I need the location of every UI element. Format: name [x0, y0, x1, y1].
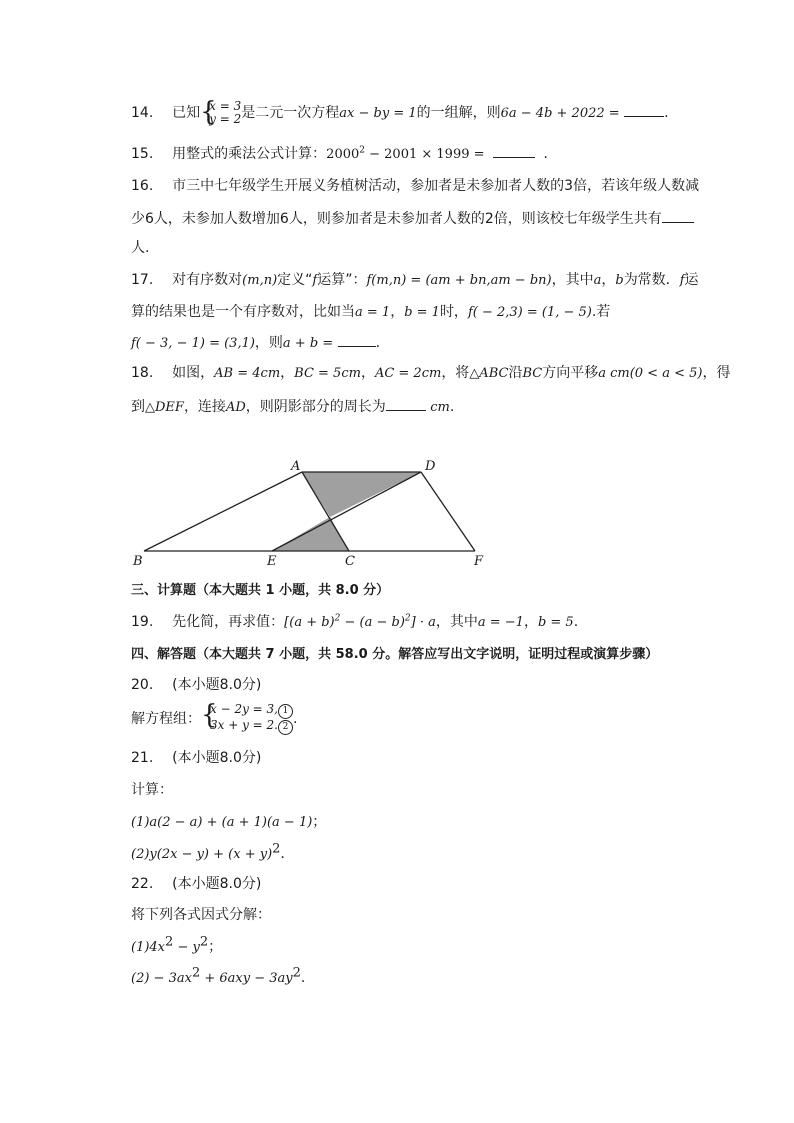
- circled-number: 2: [278, 720, 293, 735]
- segment-AB: [144, 472, 302, 551]
- answer-blank[interactable]: [493, 143, 535, 158]
- question-14: 14. 已知 { x = 3 y = 2是二元一次方程ax − by = 1的一组解，则6a − 4b + 2022 = .: [131, 97, 669, 127]
- score-note: (本小题8.0分): [172, 677, 262, 693]
- equation-system: { x − 2y = 3, 1 3x + y = 2. 2: [201, 703, 293, 735]
- question-number: 19.: [131, 614, 154, 630]
- question-text: 人.: [131, 240, 150, 256]
- segment-DF: [421, 472, 475, 551]
- question-text: 少6人，未参加人数增加6人，则参加者是未参加者人数的2倍，则该校七年级学生共有: [131, 211, 662, 227]
- question-20-body: 解方程组： { x − 2y = 3, 1 3x + y = 2. 2 .: [131, 703, 297, 735]
- question-16-line-3: [131, 238, 149, 258]
- question-21-intro: 计算：: [131, 782, 173, 798]
- question-21-part-1: (1)a(2 − a) + (a + 1)(a − 1)；: [131, 814, 327, 830]
- question-number: 15.: [131, 146, 154, 162]
- question-text: 用整式的乘法公式计算：: [172, 146, 327, 162]
- label-F: F: [474, 554, 484, 569]
- question-17: 17. 对有序数对(m,n)定义“f运算”：f(m,n) = (am + bn,am − bn)，其中a，b为常数．f运: [131, 272, 699, 288]
- score-note: (本小题8.0分): [172, 750, 262, 766]
- question-text: 的一组解，则: [416, 105, 501, 121]
- question-number: 16.: [131, 178, 154, 194]
- math-expression: $2000^2 - 2001 \times 1999$ =: [326, 145, 485, 162]
- question-number: 22.: [131, 876, 154, 892]
- question-17-line-3: f( − 3, − 1) = (3,1)，则a + b = .: [131, 332, 380, 354]
- section-heading-calculation: 三、计算题（本大题共 1 小题，共 8.0 分）: [131, 583, 390, 598]
- question-text: 已知: [172, 105, 201, 121]
- question-number: 17.: [131, 272, 154, 288]
- label-C: C: [345, 554, 355, 569]
- section-heading-answer: 四、解答题（本大题共 7 小题，共 58.0 分。解答应写出文字说明，证明过程或演算步骤）: [131, 647, 659, 662]
- label-A: A: [291, 459, 301, 474]
- math-expression: 6a − 4b + 2022 =: [500, 106, 620, 121]
- question-number: 18.: [131, 365, 154, 381]
- answer-blank[interactable]: [624, 102, 664, 117]
- question-22-header: [131, 874, 261, 894]
- question-18: 18. 如图，AB = 4cm，BC = 5cm，AC = 2cm，将△ABC沿BC方向平移a cm(0 < a < 5)，得: [131, 365, 731, 381]
- math-expression: f(m,n) = (am + bn,am − bn): [366, 273, 552, 288]
- question-21-part-2: $(2)y(2x - y) + (x + y)^2$.: [131, 841, 285, 862]
- label-B: B: [133, 554, 143, 569]
- answer-blank[interactable]: [386, 396, 426, 411]
- question-17-line-2: 算的结果也是一个有序数对，比如当a = 1，b = 1时，f( − 2,3) = (1, − 5).若: [131, 304, 611, 320]
- math-expression: ax − by = 1: [339, 106, 417, 121]
- equation-system: { x = 3 y = 2: [200, 97, 242, 127]
- geometry-figure: [125, 455, 495, 573]
- question-text: 是二元一次方程: [241, 105, 340, 121]
- answer-blank[interactable]: [662, 208, 694, 223]
- question-21-header: [131, 748, 261, 768]
- question-22-part-2: $(2) - 3ax^2 + 6axy - 3ay^2$.: [131, 965, 306, 986]
- shaded-region-upper: [302, 472, 421, 517]
- answer-blank[interactable]: [338, 332, 376, 347]
- question-number: 20.: [131, 677, 154, 693]
- question-19: 19. 先化简，再求值：$[(a + b)^2 - (a - b)^2] \cdot a$，其中a = −1，b = 5.: [131, 613, 579, 630]
- label-D: D: [425, 459, 436, 474]
- question-15: 15. 用整式的乘法公式计算：$2000^2 - 2001 \times 1999$ = .: [131, 143, 548, 165]
- question-22-part-1: $(1)4x^2 - y^2$；: [131, 934, 223, 955]
- question-22-intro: 将下列各式因式分解：: [131, 907, 271, 923]
- question-text: 市三中七年级学生开展义务植树活动，参加者是未参加者人数的3倍，若该年级人数减: [172, 178, 700, 194]
- math-expression: f( − 2,3) = (1, − 5): [467, 305, 592, 320]
- label-E: E: [267, 554, 277, 569]
- circled-number: 1: [278, 704, 293, 719]
- question-20-header: [131, 675, 261, 695]
- question-18-line-2: 到△DEF，连接AD，则阴影部分的周长为 cm.: [131, 396, 454, 418]
- question-16: [131, 176, 699, 196]
- math-expression: f( − 3, − 1) = (3,1): [131, 336, 255, 351]
- shaded-region-lower: [272, 517, 349, 551]
- math-expression: $[(a + b)^2 - (a - b)^2] \cdot a$: [284, 613, 436, 630]
- score-note: (本小题8.0分): [172, 876, 262, 892]
- question-number: 21.: [131, 750, 154, 766]
- question-16-line-2: [131, 208, 694, 229]
- question-number: 14.: [131, 105, 154, 121]
